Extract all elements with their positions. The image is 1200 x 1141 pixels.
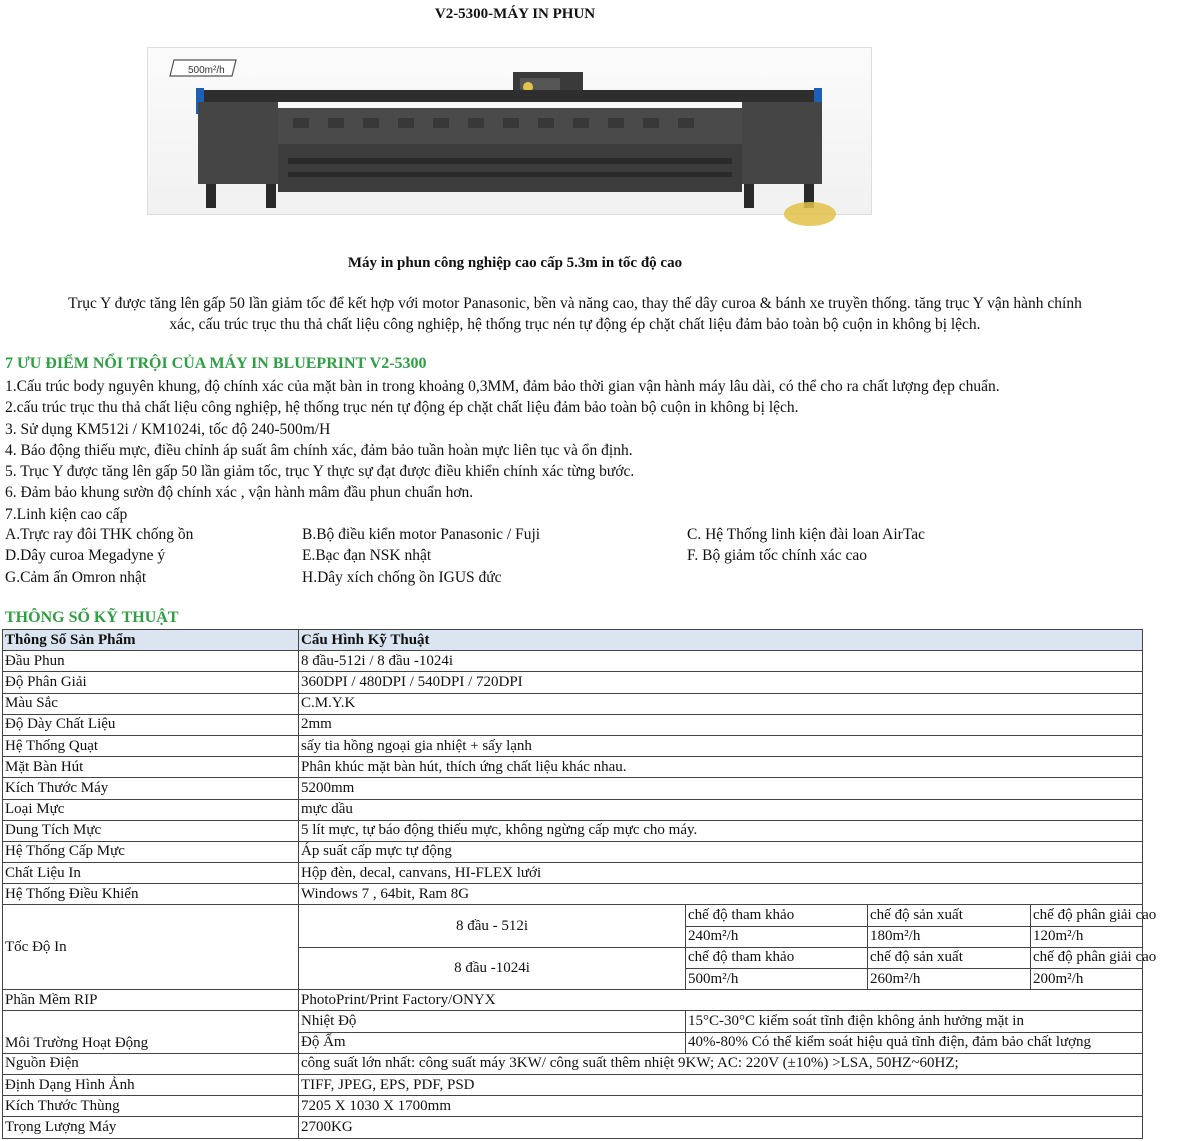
advantage-item: 7.Linh kiện cao cấp xyxy=(5,505,128,523)
spec-value: Hộp đèn, decal, canvans, HI-FLEX lưới xyxy=(299,863,1143,884)
printer-image xyxy=(147,47,872,215)
spec-row xyxy=(3,820,1143,841)
speed-value: 200m²/h xyxy=(1031,969,1143,990)
printer-illustration xyxy=(148,48,871,214)
environment-sub-label: Độ Ẩm xyxy=(299,1032,686,1053)
spec-row xyxy=(3,884,1143,905)
speed-label: Tốc Độ In xyxy=(3,905,299,990)
spec-label: Loại Mực xyxy=(3,799,299,820)
advantage-item: 4. Báo động thiếu mực, điều chỉnh áp suất âm chính xác, đảm bảo tuần hoàn mực liên tục và ổn định. xyxy=(5,441,633,459)
spec-table xyxy=(2,629,1157,1139)
speed-badge xyxy=(170,60,236,76)
spec-label: Mặt Bàn Hút xyxy=(3,757,299,778)
spec-value: 8 đầu-512i / 8 đầu -1024i xyxy=(299,651,1143,672)
advantage-item: 1.Cấu trúc body nguyên khung, độ chính xác của mặt bàn in trong khoảng 0,3MM, đảm bảo thời gian vận hành máy lâu dài, có thể cho ra chất lượng đẹp chuẩn. xyxy=(5,378,1000,395)
spec-row xyxy=(3,799,1143,820)
speed-mode-header: chế độ tham khảo xyxy=(686,905,868,926)
spec-value: 2700KG xyxy=(299,1117,1143,1138)
spec-label: Phần Mềm RIP xyxy=(3,990,299,1011)
environment-row xyxy=(3,1011,1143,1032)
spec-header-cell: Thông Số Sản Phẩm xyxy=(3,630,299,651)
intro-paragraph xyxy=(0,293,1150,335)
spec-row xyxy=(3,735,1143,756)
environment-value: 15°C-30°C kiểm soát tĩnh điện không ảnh hưởng mặt in xyxy=(686,1011,1143,1032)
part-item: D.Dây curoa Megadyne ý xyxy=(5,547,166,565)
spec-value: Windows 7 , 64bit, Ram 8G xyxy=(299,884,1143,905)
spec-label: Đầu Phun xyxy=(3,651,299,672)
speed-value: 240m²/h xyxy=(686,926,868,947)
spec-row xyxy=(3,1117,1143,1138)
spec-heading: THÔNG SỐ KỸ THUẬT xyxy=(5,609,179,626)
spec-value: PhotoPrint/Print Factory/ONYX xyxy=(299,990,1143,1011)
part-item: F. Bộ giảm tốc chính xác cao xyxy=(687,547,867,565)
spec-header-cell: Cấu Hình Kỹ Thuật xyxy=(299,630,1143,651)
spec-value: Áp suất cấp mực tự động xyxy=(299,841,1143,862)
spec-value: công suất lớn nhất: công suất máy 3KW/ công suất thêm nhiệt 9KW; AC: 220V (±10%) >LSA, 50HZ~60HZ; xyxy=(299,1053,1143,1074)
advantages-list xyxy=(5,376,1000,525)
spec-value: 2mm xyxy=(299,714,1143,735)
spec-label: Hệ Thống Cấp Mực xyxy=(3,841,299,862)
environment-label: Môi Trường Hoạt Động xyxy=(3,1011,299,1053)
spec-value: 5 lít mực, tự báo động thiếu mực, không ngừng cấp mực cho máy. xyxy=(299,820,1143,841)
spec-value: Phân khúc mặt bàn hút, thích ứng chất liệu khác nhau. xyxy=(299,757,1143,778)
advantage-item: 5. Trục Y được tăng lên gấp 50 lần giảm tốc, trục Y thực sự đạt được điều khiển chính xác từng bước. xyxy=(5,463,635,481)
speed-value: 260m²/h xyxy=(868,969,1031,990)
speed-mode-header: chế độ sản xuất xyxy=(868,947,1031,968)
advantage-item: 6. Đảm bảo khung sườn độ chính xác , vận hành mâm đầu phun chuẩn hơn. xyxy=(5,484,474,502)
spec-label: Nguồn Điện xyxy=(3,1053,299,1074)
spec-row xyxy=(3,841,1143,862)
spec-label: Hệ Thống Quạt xyxy=(3,735,299,756)
part-item: C. Hệ Thống linh kiện đài loan AirTac xyxy=(687,526,925,543)
spec-value: 360DPI / 480DPI / 540DPI / 720DPI xyxy=(299,672,1143,693)
speed-head-name: 8 đầu -1024i xyxy=(299,947,686,989)
spec-label: Trọng Lượng Máy xyxy=(3,1117,299,1138)
spec-label: Định Dạng Hình Ảnh xyxy=(3,1074,299,1095)
speed-head-name: 8 đầu - 512i xyxy=(299,905,686,947)
spec-label: Hệ Thống Điều Khiển xyxy=(3,884,299,905)
spec-row xyxy=(3,1053,1143,1074)
speed-value: 180m²/h xyxy=(868,926,1031,947)
spec-row xyxy=(3,651,1143,672)
spec-label: Màu Sắc xyxy=(3,693,299,714)
spec-row xyxy=(3,1096,1143,1117)
spec-row xyxy=(3,693,1143,714)
spec-label: Kích Thước Thùng xyxy=(3,1096,299,1117)
part-item: A.Trực ray đôi THK chống ồn xyxy=(5,526,194,543)
intro-line: xác, cấu trúc trục thu thả chất liệu công nghiệp, hệ thống trục nén tự động ép chặt chất liệu đảm bảo toàn bộ cuộn in không bị lệch. xyxy=(169,316,981,333)
spec-row xyxy=(3,1074,1143,1095)
speed-badge-text: 500m²/h xyxy=(188,65,225,76)
spec-value: TIFF, JPEG, EPS, PDF, PSD xyxy=(299,1074,1143,1095)
part-item: E.Bạc đạn NSK nhật xyxy=(302,547,432,565)
part-item: G.Cảm ấn Omron nhật xyxy=(5,568,147,586)
speed-value: 120m²/h xyxy=(1031,926,1143,947)
subtitle: Máy in phun công nghiệp cao cấp 5.3m in tốc độ cao xyxy=(347,255,683,271)
advantages-heading: 7 ƯU ĐIỂM NỔI TRỘI CỦA MÁY IN BLUEPRINT V2-5300 xyxy=(5,355,427,372)
intro-line: Trục Y được tăng lên gấp 50 lần giảm tốc để kết hợp với motor Panasonic, bền và năng cao, thay thế dây curoa & bánh xe truyền thống. tăng trục Y vận hành chính xyxy=(68,295,1082,312)
advantage-item: 3. Sử dụng KM512i / KM1024i, tốc độ 240-500m/H xyxy=(5,420,331,438)
speed-mode-header: chế độ phân giải cao xyxy=(1031,947,1143,968)
page-title: V2-5300-MÁY IN PHUN xyxy=(434,6,596,22)
speed-value: 500m²/h xyxy=(686,969,868,990)
environment-value: 40%-80% Có thể kiểm soát hiệu quả tĩnh điện, đảm bảo chất lượng xyxy=(686,1032,1143,1053)
parts-column-1 xyxy=(5,524,193,588)
spec-row xyxy=(3,757,1143,778)
part-item: H.Dây xích chống ồn IGUS đức xyxy=(302,568,502,586)
speed-mode-header: chế độ sản xuất xyxy=(868,905,1031,926)
spec-label: Dung Tích Mực xyxy=(3,820,299,841)
speed-row xyxy=(3,905,1143,926)
speed-mode-header: chế độ tham khảo xyxy=(686,947,868,968)
spec-value: sấy tia hồng ngoại gia nhiệt + sấy lạnh xyxy=(299,735,1143,756)
spec-value: 5200mm xyxy=(299,778,1143,799)
spec-label: Kích Thước Máy xyxy=(3,778,299,799)
spec-row xyxy=(3,672,1143,693)
part-item: B.Bộ điều kiển motor Panasonic / Fuji xyxy=(302,526,541,543)
speed-mode-header: chế độ phân giải cao xyxy=(1031,905,1143,926)
spec-label: Chất Liệu In xyxy=(3,863,299,884)
spec-label: Độ Dày Chất Liệu xyxy=(3,714,299,735)
parts-column-3 xyxy=(687,524,925,567)
environment-sub-label: Nhiệt Độ xyxy=(299,1011,686,1032)
spec-header-row xyxy=(3,630,1143,651)
spec-row xyxy=(3,990,1143,1011)
advantage-item: 2.cấu trúc trục thu thả chất liệu công nghiệp, hệ thống trục nén tự động ép chặt chất liệu đảm bảo toàn bộ cuộn in không bị lệch. xyxy=(5,399,799,417)
spec-value: 7205 X 1030 X 1700mm xyxy=(299,1096,1143,1117)
parts-column-2 xyxy=(302,524,540,588)
spec-row xyxy=(3,778,1143,799)
spec-row xyxy=(3,863,1143,884)
spec-value: mực dầu xyxy=(299,799,1143,820)
spec-value: C.M.Y.K xyxy=(299,693,1143,714)
spec-row xyxy=(3,714,1143,735)
spec-label: Độ Phân Giải xyxy=(3,672,299,693)
